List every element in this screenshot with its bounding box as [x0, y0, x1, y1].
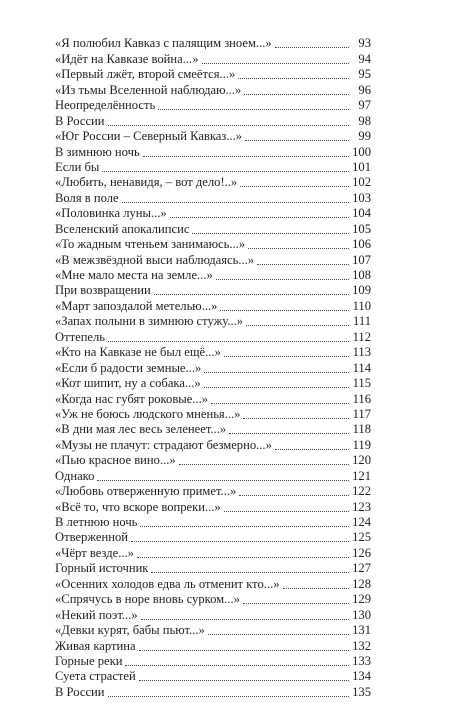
toc-entry-page-number: 93 — [358, 36, 371, 51]
toc-entry-page-number: 114 — [352, 360, 371, 375]
toc-entry — [55, 36, 371, 51]
toc-entry-title: «То жадным чтеньем занимаюсь...» — [55, 237, 246, 252]
toc-entry-title: «Запах полыни в зимнюю стужу...» — [55, 314, 244, 329]
dot-leader — [139, 680, 349, 681]
toc-entry — [55, 453, 371, 468]
toc-entry-title: Живая картина — [55, 638, 136, 653]
dot-leader — [170, 217, 349, 218]
toc-entry-title: «Всё то, что вскоре вопреки...» — [55, 499, 221, 514]
dot-leader — [216, 279, 349, 280]
toc-entry-title: Если бы — [55, 159, 100, 174]
toc-entry-title: В зимнюю ночь — [55, 144, 140, 159]
toc-entry — [55, 82, 371, 97]
dot-leader — [192, 233, 349, 234]
toc-entry — [55, 638, 371, 653]
dot-leader — [137, 557, 349, 558]
toc-entry-title: «Пью красное вино...» — [55, 453, 176, 468]
toc-entry-page-number: 110 — [352, 298, 371, 313]
toc-entry-title: В летнюю ночь — [55, 515, 138, 529]
toc-entry-title: «Когда нас губят роковые...» — [55, 391, 209, 406]
toc-entry — [55, 345, 371, 360]
toc-entry-page-number: 102 — [352, 175, 371, 190]
dot-leader — [204, 372, 349, 373]
toc-entry-page-number: 131 — [352, 623, 371, 638]
toc-entry-title: «Музы не плачут: страдают безмерно...» — [55, 437, 272, 452]
toc-entry — [55, 175, 371, 190]
dot-leader — [131, 541, 349, 542]
toc-entry — [55, 376, 371, 391]
toc-entry-title: Горный источник — [55, 561, 149, 576]
toc-entry-page-number: 100 — [352, 144, 371, 159]
dot-leader — [283, 588, 349, 589]
dot-leader — [125, 665, 349, 666]
toc-entry-page-number: 128 — [352, 576, 371, 591]
toc-entry — [55, 592, 371, 607]
dot-leader — [240, 186, 349, 187]
dot-leader — [179, 464, 349, 465]
toc-entry — [55, 129, 371, 144]
toc-entry — [55, 268, 371, 283]
dot-leader — [243, 418, 349, 419]
toc-entry-page-number: 117 — [352, 406, 371, 421]
toc-entry-title: «Половинка луны...» — [55, 206, 167, 221]
toc-entry-page-number: 124 — [352, 515, 371, 529]
toc-entry — [55, 283, 371, 298]
toc-entry-page-number: 113 — [352, 345, 371, 360]
toc-entry — [55, 530, 371, 545]
dot-leader — [229, 433, 349, 434]
toc-entry-page-number: 96 — [358, 82, 371, 97]
toc-entry-page-number: 116 — [352, 391, 371, 406]
toc-entry-page-number: 127 — [352, 561, 371, 576]
toc-entry-page-number: 135 — [352, 684, 371, 699]
toc-entry — [55, 468, 371, 483]
table-of-contents — [55, 36, 371, 700]
toc-entry-page-number: 106 — [352, 237, 371, 252]
toc-entry-title: Вселенский апокалипсис — [55, 221, 190, 236]
toc-entry-title: Неопределённость — [55, 98, 156, 113]
toc-entry-page-number: 118 — [352, 422, 371, 437]
toc-entry — [55, 360, 371, 375]
toc-entry — [55, 113, 371, 128]
dot-leader — [224, 511, 349, 512]
dot-leader — [243, 603, 349, 604]
toc-entry-title: Горные реки — [55, 653, 123, 668]
toc-entry — [55, 206, 371, 221]
toc-entry-page-number: 133 — [352, 653, 371, 668]
toc-entry-title: «Осенних холодов едва ль отменит кто...» — [55, 576, 280, 591]
toc-entry-page-number: 99 — [358, 129, 371, 144]
toc-entry — [55, 237, 371, 252]
dot-leader — [151, 572, 349, 573]
toc-entry-title: «Кто на Кавказе не был ещё...» — [55, 345, 221, 360]
dot-leader — [208, 634, 349, 635]
toc-entry-page-number: 112 — [352, 329, 371, 344]
toc-entry-title: «Я полюбил Кавказ с палящим зноем...» — [55, 36, 272, 51]
dot-leader — [248, 248, 349, 249]
toc-entry-page-number: 123 — [352, 499, 371, 514]
toc-entry — [55, 190, 371, 205]
toc-entry — [55, 484, 371, 499]
toc-entry-page-number: 126 — [352, 545, 371, 560]
toc-entry-page-number: 101 — [352, 159, 371, 174]
toc-entry — [55, 407, 371, 422]
dot-leader — [220, 310, 349, 311]
toc-entry-page-number: 104 — [352, 206, 371, 221]
toc-entry — [55, 160, 371, 175]
toc-entry-page-number: 130 — [352, 607, 371, 622]
toc-entry-title: Суета страстей — [55, 669, 136, 684]
dot-leader — [245, 140, 349, 141]
toc-entry-title: При возвращении — [55, 283, 151, 298]
toc-entry-page-number: 125 — [352, 530, 371, 545]
dot-leader — [246, 325, 349, 326]
dot-leader — [141, 619, 349, 620]
toc-entry-page-number: 122 — [352, 484, 371, 499]
toc-entry — [55, 623, 371, 638]
dot-leader — [97, 480, 349, 481]
dot-leader — [244, 94, 349, 95]
toc-entry — [55, 515, 371, 530]
dot-leader — [143, 156, 349, 157]
toc-entry-title: «В межзвёздной выси наблюдаясь...» — [55, 252, 255, 267]
dot-leader — [139, 650, 349, 651]
toc-entry-title: В России — [55, 684, 105, 699]
dot-leader — [204, 387, 349, 388]
toc-entry — [55, 499, 371, 514]
toc-entry-title: «Девки курят, бабы пьют...» — [55, 623, 205, 638]
dot-leader — [158, 109, 349, 110]
toc-entry-title: Оттепель — [55, 329, 106, 344]
toc-entry-title: «Март запоздалой метелью...» — [55, 298, 218, 313]
toc-entry-title: «Спрячусь в норе вновь сурком...» — [55, 592, 240, 607]
toc-entry-title: «Уж не боюсь людского мненья...» — [55, 406, 241, 421]
dot-leader — [211, 403, 349, 404]
toc-entry — [55, 314, 371, 329]
dot-leader — [102, 171, 349, 172]
toc-entry — [55, 67, 371, 82]
toc-entry — [55, 422, 371, 437]
toc-entry-title: «Любовь отверженную примет...» — [55, 484, 237, 499]
dot-leader — [239, 495, 349, 496]
toc-entry-title: Однако — [55, 468, 95, 483]
toc-entry-page-number: 103 — [352, 190, 371, 205]
toc-entry-page-number: 111 — [353, 314, 371, 329]
toc-entry-page-number: 95 — [358, 67, 371, 82]
toc-entry-title: «Идёт на Кавказе война...» — [55, 51, 199, 66]
toc-entry-page-number: 97 — [358, 98, 371, 113]
dot-leader — [257, 264, 349, 265]
dot-leader — [108, 696, 349, 697]
toc-entry-page-number: 132 — [352, 638, 371, 653]
toc-entry-page-number: 109 — [352, 283, 371, 298]
toc-entry-title: «Если б радости земные...» — [55, 360, 202, 375]
toc-entry-title: «Первый лжёт, второй смеётся...» — [55, 67, 236, 82]
toc-entry — [55, 684, 371, 699]
toc-entry — [55, 437, 371, 452]
dot-leader — [275, 449, 349, 450]
toc-entry — [55, 669, 371, 684]
toc-entry-title: «Любить, ненавидя, – вот дело!..» — [55, 175, 238, 190]
toc-entry-title: «Юг России – Северный Кавказ...» — [55, 129, 243, 144]
toc-entry-page-number: 98 — [358, 113, 371, 128]
toc-entry — [55, 144, 371, 159]
toc-entry-title: «Некий поэт...» — [55, 607, 138, 622]
toc-entry-page-number: 120 — [352, 453, 371, 468]
dot-leader — [224, 356, 349, 357]
toc-entry-page-number: 108 — [352, 268, 371, 282]
dot-leader — [202, 63, 350, 64]
toc-entry — [55, 607, 371, 622]
toc-entry — [55, 391, 371, 406]
toc-entry-title: Отверженной — [55, 530, 128, 545]
toc-entry — [55, 545, 371, 560]
dot-leader — [140, 526, 349, 527]
toc-entry-title: В России — [55, 113, 105, 128]
toc-entry — [55, 329, 371, 344]
toc-entry — [55, 51, 371, 66]
toc-entry-title: «Кот шипит, ну а собака...» — [55, 376, 201, 391]
dot-leader — [154, 294, 349, 295]
toc-entry-page-number: 134 — [352, 669, 371, 684]
toc-entry-page-number: 119 — [352, 437, 371, 452]
toc-entry — [55, 561, 371, 576]
toc-entry — [55, 576, 371, 591]
toc-entry — [55, 252, 371, 267]
dot-leader — [122, 202, 349, 203]
toc-entry-page-number: 115 — [352, 376, 371, 391]
toc-entry — [55, 654, 371, 669]
dot-leader — [108, 341, 349, 342]
dot-leader — [238, 78, 349, 79]
toc-entry-title: «В дни мая лес весь зеленеет...» — [55, 422, 227, 437]
toc-entry-page-number: 94 — [358, 51, 371, 66]
toc-entry-page-number: 107 — [352, 252, 371, 267]
toc-entry-title: «Из тьмы Вселенной наблюдаю...» — [55, 82, 242, 97]
toc-entry-title: «Чёрт везде...» — [55, 545, 134, 560]
toc-entry-page-number: 105 — [352, 221, 371, 236]
toc-entry-page-number: 121 — [352, 468, 371, 483]
toc-entry-page-number: 129 — [352, 592, 371, 607]
toc-entry — [55, 298, 371, 313]
toc-entry-title: Воля в поле — [55, 190, 119, 205]
dot-leader — [275, 47, 349, 48]
toc-entry-title: «Мне мало места на земле...» — [55, 268, 213, 282]
toc-entry — [55, 221, 371, 236]
toc-entry — [55, 98, 371, 113]
dot-leader — [108, 125, 349, 126]
